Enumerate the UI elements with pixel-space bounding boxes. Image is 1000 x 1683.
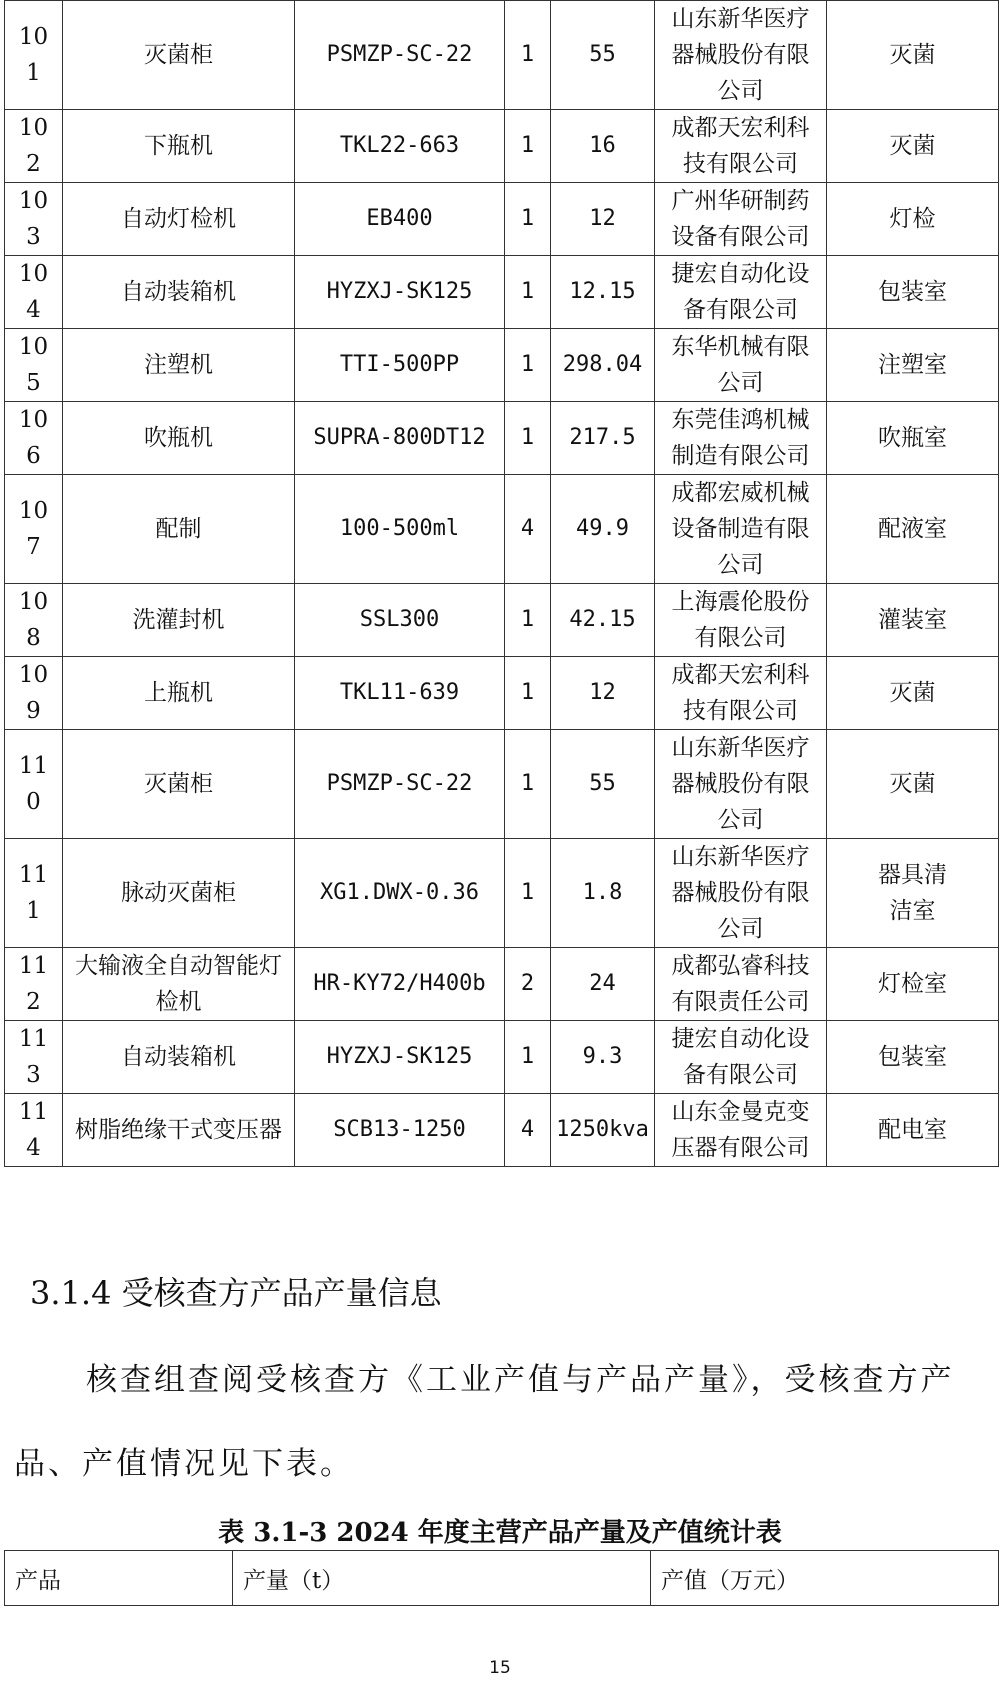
equipment-location: 灭菌 xyxy=(889,680,936,706)
equipment-power: 298.04 xyxy=(551,329,655,402)
equipment-name: 自动灯检机 xyxy=(121,206,236,232)
equipment-manufacturer: 捷宏自动化设备有限公司 xyxy=(671,1026,810,1088)
equipment-quantity: 4 xyxy=(505,475,551,584)
equipment-quantity: 1 xyxy=(505,183,551,256)
row-number: 110 xyxy=(5,730,63,839)
equipment-location-cell xyxy=(827,1094,999,1167)
equipment-quantity: 1 xyxy=(505,584,551,657)
equipment-location-cell xyxy=(827,1021,999,1094)
equipment-manufacturer-cell xyxy=(655,475,827,584)
equipment-location: 吹瓶室 xyxy=(878,425,947,451)
row-number: 113 xyxy=(5,1021,63,1094)
equipment-name-cell xyxy=(63,948,295,1021)
equipment-model: SSL300 xyxy=(295,584,505,657)
equipment-model: EB400 xyxy=(295,183,505,256)
equipment-name: 自动装箱机 xyxy=(121,279,236,305)
equipment-power: 12 xyxy=(551,657,655,730)
equipment-name-cell xyxy=(63,584,295,657)
equipment-location: 灭菌 xyxy=(889,42,936,68)
body-paragraph: 核查组查阅受核查方《工业产值与产品产量》，受核查方产品、产值情况见下表。 xyxy=(14,1362,955,1482)
equipment-name-cell xyxy=(63,110,295,183)
equipment-manufacturer-cell xyxy=(655,1094,827,1167)
equipment-manufacturer-cell xyxy=(655,402,827,475)
equipment-quantity: 1 xyxy=(505,730,551,839)
equipment-location: 配液室 xyxy=(878,516,947,542)
equipment-model: HYZXJ-SK125 xyxy=(295,1021,505,1094)
equipment-location: 器具清洁室 xyxy=(878,862,947,924)
equipment-power: 217.5 xyxy=(551,402,655,475)
equipment-model: TKL22-663 xyxy=(295,110,505,183)
equipment-power: 55 xyxy=(551,730,655,839)
header-output: 产量（t） xyxy=(233,1551,651,1606)
equipment-name: 灭菌柜 xyxy=(144,771,213,797)
table-row xyxy=(5,839,999,948)
equipment-name: 配制 xyxy=(155,516,202,542)
equipment-name-cell xyxy=(63,256,295,329)
row-number: 111 xyxy=(5,839,63,948)
table-row xyxy=(5,475,999,584)
equipment-name-cell xyxy=(63,329,295,402)
equipment-power: 1.8 xyxy=(551,839,655,948)
table-row xyxy=(5,329,999,402)
table-row xyxy=(5,402,999,475)
equipment-model: HR-KY72/H400b xyxy=(295,948,505,1021)
equipment-location: 灯检室 xyxy=(878,971,947,997)
equipment-name: 上瓶机 xyxy=(144,680,213,706)
equipment-manufacturer: 捷宏自动化设备有限公司 xyxy=(671,261,810,323)
header-value: 产值（万元） xyxy=(651,1551,999,1606)
equipment-location-cell xyxy=(827,584,999,657)
table-row xyxy=(5,948,999,1021)
row-number: 102 xyxy=(5,110,63,183)
equipment-manufacturer: 山东新华医疗器械股份有限公司 xyxy=(671,844,810,942)
equipment-power: 55 xyxy=(551,1,655,110)
row-number: 105 xyxy=(5,329,63,402)
equipment-location-cell xyxy=(827,475,999,584)
equipment-name-cell xyxy=(63,1021,295,1094)
equipment-power: 9.3 xyxy=(551,1021,655,1094)
table-row xyxy=(5,1094,999,1167)
equipment-manufacturer-cell xyxy=(655,584,827,657)
equipment-location: 灌装室 xyxy=(878,607,947,633)
equipment-name-cell xyxy=(63,657,295,730)
table-row xyxy=(5,657,999,730)
equipment-power: 24 xyxy=(551,948,655,1021)
table-row xyxy=(5,256,999,329)
stats-table xyxy=(4,1550,999,1606)
equipment-location-cell xyxy=(827,1,999,110)
equipment-location: 灯检 xyxy=(889,206,936,232)
equipment-location-cell xyxy=(827,402,999,475)
row-number: 109 xyxy=(5,657,63,730)
row-number: 107 xyxy=(5,475,63,584)
equipment-quantity: 1 xyxy=(505,1021,551,1094)
equipment-location: 配电室 xyxy=(878,1117,947,1143)
equipment-location: 灭菌 xyxy=(889,133,936,159)
row-number: 114 xyxy=(5,1094,63,1167)
equipment-manufacturer-cell xyxy=(655,110,827,183)
equipment-manufacturer-cell xyxy=(655,329,827,402)
equipment-manufacturer-cell xyxy=(655,183,827,256)
table-row xyxy=(5,730,999,839)
equipment-power: 49.9 xyxy=(551,475,655,584)
equipment-name-cell xyxy=(63,402,295,475)
row-number: 108 xyxy=(5,584,63,657)
table-row xyxy=(5,1,999,110)
equipment-manufacturer: 成都天宏利科技有限公司 xyxy=(671,662,810,724)
equipment-name-cell xyxy=(63,183,295,256)
equipment-name: 洗灌封机 xyxy=(132,607,225,633)
equipment-location-cell xyxy=(827,256,999,329)
equipment-power: 12.15 xyxy=(551,256,655,329)
equipment-manufacturer-cell xyxy=(655,657,827,730)
equipment-manufacturer: 东华机械有限公司 xyxy=(671,334,810,396)
equipment-name: 脉动灭菌柜 xyxy=(121,880,236,906)
equipment-quantity: 1 xyxy=(505,1,551,110)
equipment-model: SUPRA-800DT12 xyxy=(295,402,505,475)
section-heading: 3.1.4 受核查方产品产量信息 xyxy=(30,1274,442,1312)
equipment-manufacturer-cell xyxy=(655,948,827,1021)
equipment-location: 包装室 xyxy=(878,1044,947,1070)
equipment-quantity: 2 xyxy=(505,948,551,1021)
equipment-manufacturer: 上海震伦股份有限公司 xyxy=(671,589,810,651)
header-product: 产品 xyxy=(5,1551,233,1606)
equipment-manufacturer-cell xyxy=(655,256,827,329)
equipment-quantity: 1 xyxy=(505,402,551,475)
equipment-name-cell xyxy=(63,730,295,839)
equipment-quantity: 4 xyxy=(505,1094,551,1167)
equipment-manufacturer: 东莞佳鸿机械制造有限公司 xyxy=(671,407,810,469)
table-row xyxy=(5,584,999,657)
row-number: 104 xyxy=(5,256,63,329)
equipment-model: PSMZP-SC-22 xyxy=(295,730,505,839)
equipment-name-cell xyxy=(63,475,295,584)
equipment-power: 16 xyxy=(551,110,655,183)
equipment-location-cell xyxy=(827,839,999,948)
equipment-location-cell xyxy=(827,110,999,183)
equipment-table xyxy=(4,0,999,1167)
equipment-power: 1250kva xyxy=(551,1094,655,1167)
equipment-location-cell xyxy=(827,948,999,1021)
equipment-model: XG1.DWX-0.36 xyxy=(295,839,505,948)
equipment-location-cell xyxy=(827,329,999,402)
equipment-name-cell xyxy=(63,1,295,110)
row-number: 101 xyxy=(5,1,63,110)
equipment-quantity: 1 xyxy=(505,839,551,948)
equipment-manufacturer: 山东金曼克变压器有限公司 xyxy=(671,1099,810,1161)
equipment-manufacturer-cell xyxy=(655,730,827,839)
table-caption: 表 3.1-3 2024 年度主营产品产量及产值统计表 xyxy=(218,1518,782,1548)
row-number: 103 xyxy=(5,183,63,256)
equipment-name-cell xyxy=(63,839,295,948)
equipment-location-cell xyxy=(827,657,999,730)
equipment-name: 大输液全自动智能灯检机 xyxy=(75,953,282,1015)
table-row xyxy=(5,183,999,256)
row-number: 112 xyxy=(5,948,63,1021)
equipment-manufacturer: 成都天宏利科技有限公司 xyxy=(671,115,810,177)
equipment-location: 灭菌 xyxy=(889,771,936,797)
equipment-model: 100-500ml xyxy=(295,475,505,584)
equipment-name: 吹瓶机 xyxy=(144,425,213,451)
equipment-model: SCB13-1250 xyxy=(295,1094,505,1167)
equipment-location-cell xyxy=(827,730,999,839)
equipment-manufacturer-cell xyxy=(655,839,827,948)
equipment-quantity: 1 xyxy=(505,657,551,730)
equipment-name: 灭菌柜 xyxy=(144,42,213,68)
equipment-manufacturer-cell xyxy=(655,1,827,110)
equipment-manufacturer: 山东新华医疗器械股份有限公司 xyxy=(671,735,810,833)
table-row xyxy=(5,1021,999,1094)
equipment-manufacturer: 成都弘睿科技有限责任公司 xyxy=(671,953,810,1015)
equipment-power: 42.15 xyxy=(551,584,655,657)
equipment-name-cell xyxy=(63,1094,295,1167)
equipment-manufacturer: 山东新华医疗器械股份有限公司 xyxy=(671,6,810,104)
equipment-manufacturer: 成都宏威机械设备制造有限公司 xyxy=(671,480,810,578)
equipment-model: PSMZP-SC-22 xyxy=(295,1,505,110)
equipment-quantity: 1 xyxy=(505,256,551,329)
equipment-quantity: 1 xyxy=(505,329,551,402)
equipment-name: 树脂绝缘干式变压器 xyxy=(75,1117,282,1143)
equipment-power: 12 xyxy=(551,183,655,256)
equipment-name: 下瓶机 xyxy=(144,133,213,159)
table-row xyxy=(5,110,999,183)
equipment-name: 自动装箱机 xyxy=(121,1044,236,1070)
equipment-quantity: 1 xyxy=(505,110,551,183)
equipment-model: TKL11-639 xyxy=(295,657,505,730)
page-number: 15 xyxy=(489,1658,511,1678)
equipment-location: 注塑室 xyxy=(878,352,947,378)
equipment-location: 包装室 xyxy=(878,279,947,305)
equipment-model: TTI-500PP xyxy=(295,329,505,402)
equipment-model: HYZXJ-SK125 xyxy=(295,256,505,329)
equipment-name: 注塑机 xyxy=(144,352,213,378)
equipment-manufacturer-cell xyxy=(655,1021,827,1094)
equipment-location-cell xyxy=(827,183,999,256)
equipment-manufacturer: 广州华研制药设备有限公司 xyxy=(671,188,810,250)
row-number: 106 xyxy=(5,402,63,475)
stats-header-row xyxy=(5,1551,999,1606)
